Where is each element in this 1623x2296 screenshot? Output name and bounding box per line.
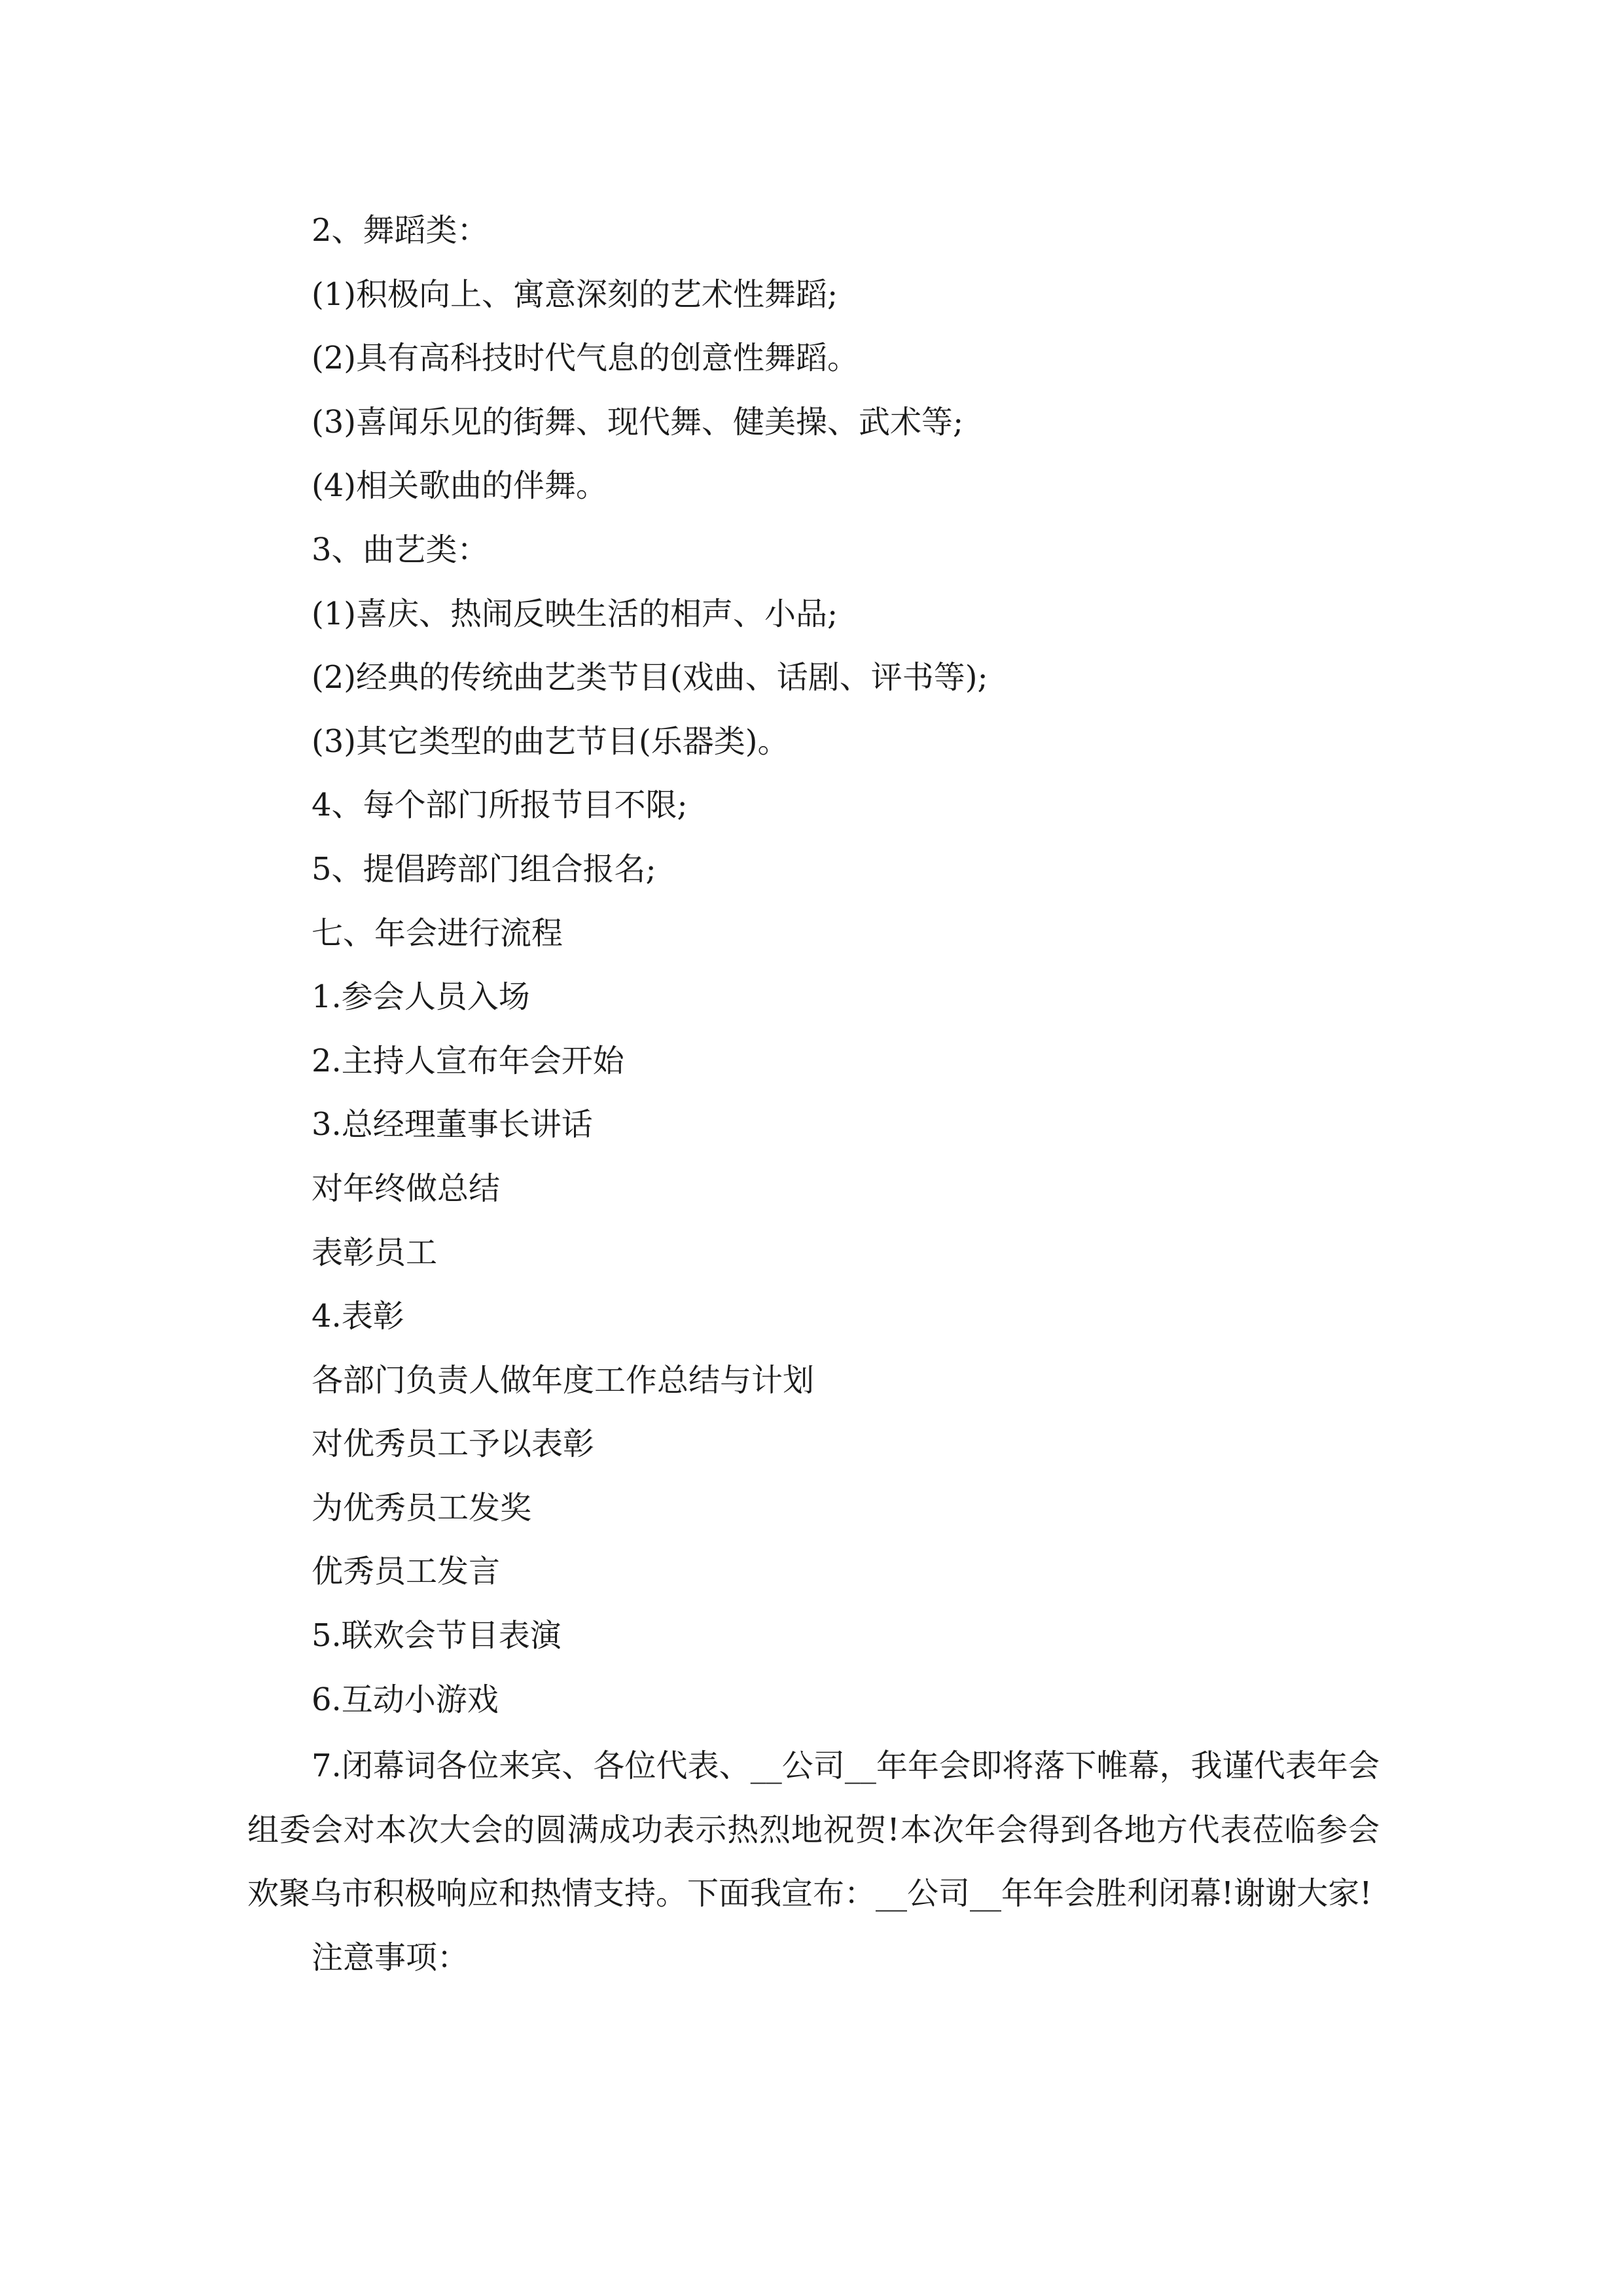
text-line: (3)其它类型的曲艺节目(乐器类)。 [312,723,789,760]
notes-heading: 注意事项： [312,1939,469,1977]
text-line: 6.互动小游戏 [312,1681,499,1718]
text-line: 为优秀员工发奖 [312,1489,532,1526]
closing-paragraph: 7.闭幕词各位来宾、各位代表、__公司__年年会即将落下帷幕，我谨代表年会组委会对本次大会的圆满成功表示热烈地祝贺!本次年会得到各地方代表莅临参会欢聚乌市积极响应和热情支持。下面我宣布：__公司__年年会胜利闭幕!谢谢大家! [247,1748,1380,1912]
text-line: (2)经典的传统曲艺类节目(戏曲、话剧、评书等); [312,659,988,696]
text-line: (1)喜庆、热闹反映生活的相声、小品; [312,595,838,632]
text-line: 表彰员工 [312,1234,438,1271]
text-line: 1.参会人员入场 [312,978,530,1016]
text-line: 2.主持人宣布年会开始 [312,1042,624,1079]
text-line: 对优秀员工予以表彰 [312,1426,595,1463]
text-line: 2、舞蹈类： [312,212,489,249]
text-line: (1)积极向上、寓意深刻的艺术性舞蹈; [312,276,838,313]
text-line: 4.表彰 [312,1298,404,1335]
text-line: 优秀员工发言 [312,1553,501,1590]
text-line: 3.总经理董事长讲话 [312,1106,593,1143]
text-line: 4、每个部门所报节目不限; [312,787,688,824]
document-body [247,202,1380,1990]
text-line: 3、曲艺类： [312,531,489,568]
text-line: (2)具有高科技时代气息的创意性舞蹈。 [312,340,859,377]
text-line: (4)相关歌曲的伴舞。 [312,467,607,505]
text-line: (3)喜闻乐见的街舞、现代舞、健美操、武术等; [312,403,964,440]
section-heading: 七、年会进行流程 [312,914,563,952]
text-line: 5.联欢会节目表演 [312,1617,562,1655]
text-line: 各部门负责人做年度工作总结与计划 [312,1361,815,1399]
text-line: 5、提倡跨部门组合报名; [312,850,656,888]
text-line: 对年终做总结 [312,1170,501,1207]
